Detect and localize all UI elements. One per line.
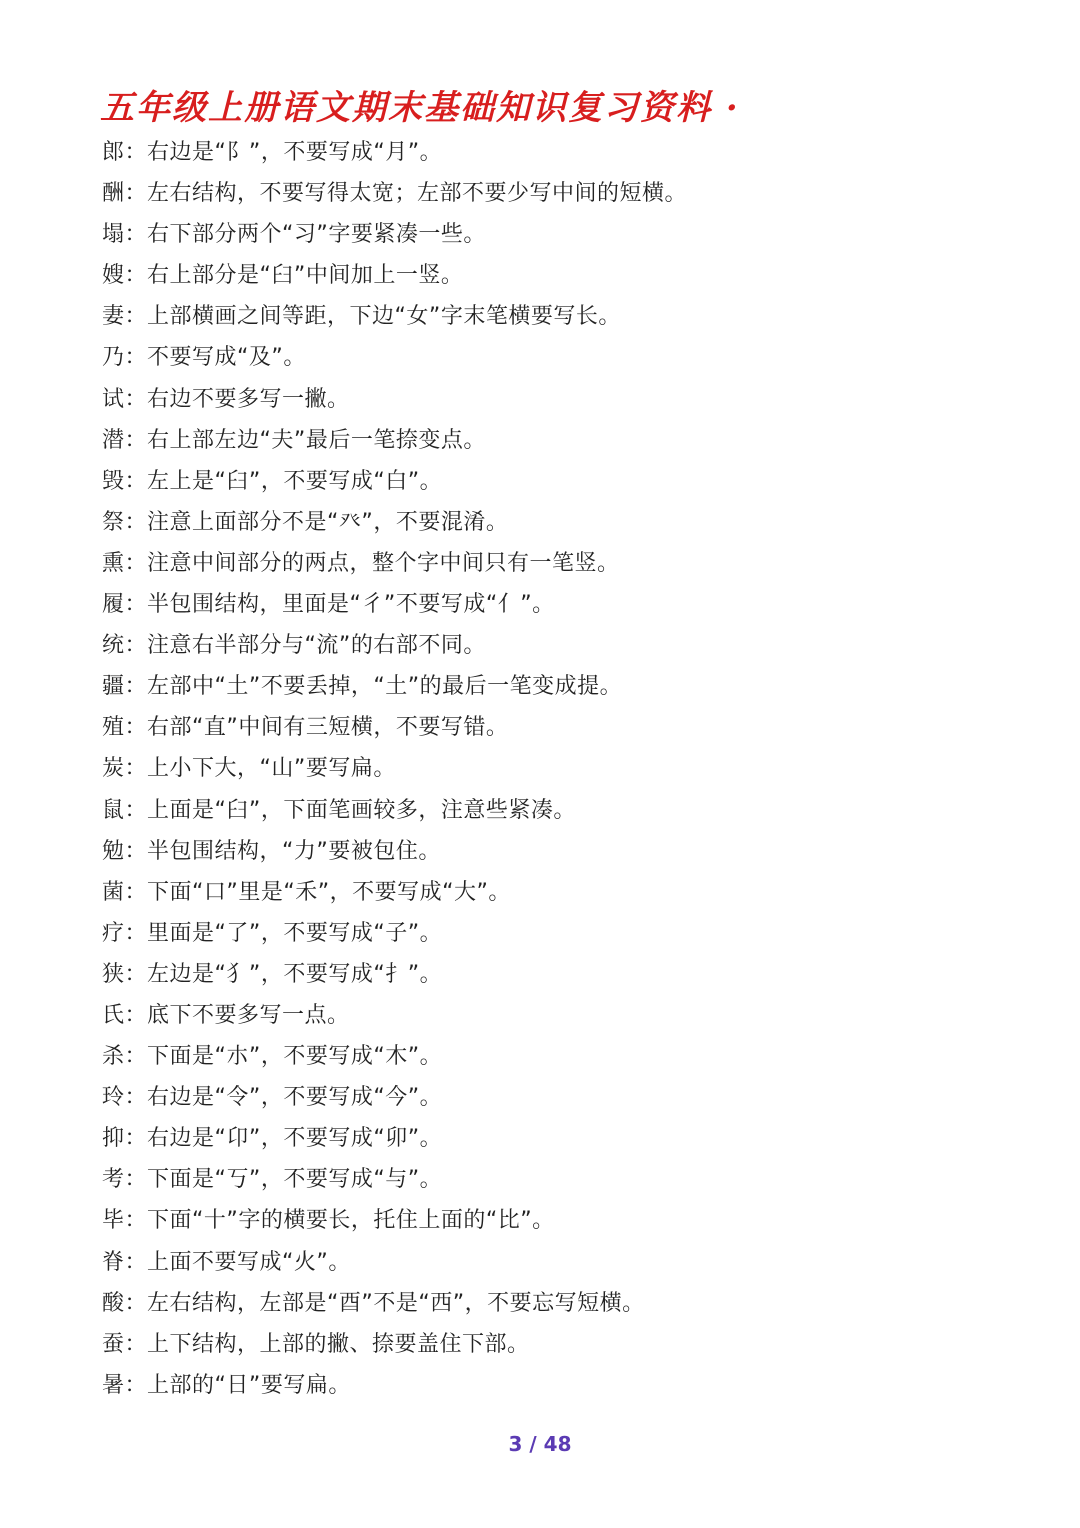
entry-separator: ： — [124, 1290, 148, 1316]
entry-character: 郎 — [102, 140, 125, 165]
page-title: 五年级上册语文期末基础知识复习资料 · — [100, 88, 740, 128]
entry-character: 塌 — [102, 222, 125, 248]
entry-character: 考 — [102, 1167, 125, 1193]
entry-character: 杀 — [102, 1044, 125, 1070]
entry-note: 右部“直”中间有三短横，不要写错。 — [147, 715, 509, 741]
list-item — [102, 1365, 1002, 1406]
list-item — [102, 1077, 1002, 1118]
entry-note: 底下不要多写一点。 — [147, 1002, 350, 1028]
list-item — [102, 337, 1002, 378]
entry-separator: ： — [124, 1167, 148, 1193]
entry-note: 右上部左边“夫”最后一笔捺变点。 — [147, 427, 486, 453]
entry-note: 下面是“朩”，不要写成“木”。 — [147, 1044, 443, 1070]
entry-separator: ： — [124, 345, 148, 371]
list-item — [102, 831, 1002, 872]
entry-character: 酬 — [102, 181, 125, 207]
entry-note: 上下结构，上部的撇、捺要盖住下部。 — [147, 1331, 530, 1357]
entry-character: 毁 — [102, 468, 125, 494]
entry-character: 狭 — [102, 961, 125, 987]
entry-character: 氏 — [102, 1002, 125, 1028]
entry-character: 炭 — [102, 756, 125, 782]
list-item — [102, 1036, 1002, 1077]
entry-character: 脊 — [102, 1249, 125, 1275]
entry-separator: ： — [124, 427, 148, 453]
entry-separator: ： — [124, 838, 148, 864]
entry-character: 履 — [102, 592, 125, 618]
list-item — [102, 1118, 1002, 1159]
entry-character: 潜 — [102, 427, 125, 453]
entry-character: 嫂 — [102, 263, 125, 289]
entry-separator: ： — [124, 879, 148, 905]
entry-character: 妻 — [102, 304, 125, 330]
list-item — [102, 872, 1002, 913]
list-item — [102, 1159, 1002, 1200]
entry-note: 上部横画之间等距，下边“女”字末笔横要写长。 — [147, 304, 621, 330]
entry-separator: ： — [124, 920, 148, 946]
list-item — [102, 543, 1002, 584]
entry-note: 上部的“日”要写扁。 — [147, 1372, 351, 1398]
entry-character: 祭 — [102, 509, 125, 535]
entry-character: 玲 — [102, 1085, 125, 1111]
entry-separator: ： — [124, 715, 148, 741]
entry-character: 鼠 — [102, 797, 125, 823]
entry-note: 注意中间部分的两点，整个字中间只有一笔竖。 — [147, 550, 620, 576]
entry-note: 左右结构，不要写得太宽；左部不要少写中间的短横。 — [147, 181, 688, 207]
list-item — [102, 707, 1002, 748]
entry-character: 疆 — [102, 674, 125, 700]
entry-character: 酸 — [102, 1290, 125, 1316]
entry-separator: ： — [124, 633, 148, 659]
entry-separator: ： — [124, 1372, 148, 1398]
list-item — [102, 461, 1002, 502]
entry-character: 疗 — [102, 920, 125, 946]
entry-separator: ： — [124, 961, 148, 987]
entry-note: 上小下大，“山”要写扁。 — [147, 756, 396, 782]
entry-separator: ： — [124, 509, 148, 535]
entry-separator: ： — [124, 386, 148, 412]
entry-separator: ： — [124, 304, 148, 330]
entry-note: 左上是“臼”，不要写成“白”。 — [147, 468, 443, 494]
entry-note: 注意右半部分与“流”的右部不同。 — [147, 633, 486, 659]
entry-character: 乃 — [102, 345, 125, 371]
entry-separator: ： — [124, 1002, 148, 1028]
list-item — [102, 666, 1002, 707]
list-item — [102, 420, 1002, 461]
entry-separator: ： — [124, 222, 148, 248]
list-item — [102, 790, 1002, 831]
entry-separator: ： — [124, 550, 148, 576]
entry-separator: ： — [124, 756, 148, 782]
entry-character: 抑 — [102, 1126, 125, 1152]
entry-separator: ： — [124, 592, 148, 618]
entry-note: 右边是“卬”，不要写成“卯”。 — [147, 1126, 443, 1152]
entry-note: 上面是“臼”，下面笔画较多，注意些紧凑。 — [147, 797, 576, 823]
entry-character: 殖 — [102, 715, 125, 741]
entry-character: 熏 — [102, 550, 125, 576]
entry-note: 下面是“丂”，不要写成“与”。 — [147, 1167, 443, 1193]
list-item — [102, 1200, 1002, 1241]
entry-note: 半包围结构，“力”要被包住。 — [147, 838, 441, 864]
entry-separator: ： — [124, 674, 148, 700]
entry-character: 菌 — [102, 879, 125, 905]
entry-separator: ： — [124, 181, 148, 207]
entry-character: 勉 — [102, 838, 125, 864]
entry-separator: ： — [124, 1126, 148, 1152]
entry-separator: ： — [124, 468, 148, 494]
entry-note: 右边是“阝”，不要写成“月”。 — [147, 140, 443, 165]
entry-note: 左边是“犭”，不要写成“扌”。 — [147, 961, 443, 987]
entry-note: 左右结构，左部是“酉”不是“西”，不要忘写短横。 — [147, 1290, 645, 1316]
entry-character: 试 — [102, 386, 125, 412]
entry-character: 蚕 — [102, 1331, 125, 1357]
entry-list — [102, 132, 1002, 1406]
entry-character: 统 — [102, 633, 125, 659]
entry-note: 右下部分两个“习”字要紧凑一些。 — [147, 222, 486, 248]
entry-note: 左部中“土”不要丢掉，“土”的最后一笔变成提。 — [147, 674, 623, 700]
list-item — [102, 379, 1002, 420]
entry-character: 暑 — [102, 1372, 125, 1398]
entry-note: 下面“口”里是“禾”，不要写成“大”。 — [147, 879, 511, 905]
list-item — [102, 173, 1002, 214]
list-item — [102, 748, 1002, 789]
entry-separator: ： — [124, 797, 148, 823]
entry-note: 右上部分是“臼”中间加上一竖。 — [147, 263, 464, 289]
entry-separator: ： — [124, 1249, 148, 1275]
entry-note: 下面“十”字的横要长，托住上面的“比”。 — [147, 1208, 555, 1234]
list-item — [102, 132, 1002, 173]
entry-separator: ： — [124, 1331, 148, 1357]
entry-separator: ： — [124, 140, 148, 165]
list-item — [102, 995, 1002, 1036]
entry-note: 半包围结构，里面是“彳”不要写成“亻”。 — [147, 592, 555, 618]
entry-note: 不要写成“及”。 — [147, 345, 306, 371]
list-item — [102, 625, 1002, 666]
list-item — [102, 255, 1002, 296]
entry-separator: ： — [124, 1208, 148, 1234]
list-item — [102, 954, 1002, 995]
list-item — [102, 913, 1002, 954]
list-item — [102, 1242, 1002, 1283]
page-number: 3 / 48 — [508, 1432, 572, 1456]
entry-separator: ： — [124, 1085, 148, 1111]
entry-note: 注意上面部分不是“癶”，不要混淆。 — [147, 509, 509, 535]
list-item — [102, 1324, 1002, 1365]
list-item — [102, 1283, 1002, 1324]
list-item — [102, 584, 1002, 625]
entry-note: 右边是“令”，不要写成“今”。 — [147, 1085, 443, 1111]
entry-separator: ： — [124, 263, 148, 289]
list-item — [102, 296, 1002, 337]
entry-separator: ： — [124, 1044, 148, 1070]
entry-character: 毕 — [102, 1208, 125, 1234]
list-item — [102, 502, 1002, 543]
entry-note: 里面是“了”，不要写成“子”。 — [147, 920, 443, 946]
entry-note: 上面不要写成“火”。 — [147, 1249, 351, 1275]
list-item — [102, 214, 1002, 255]
entry-note: 右边不要多写一撇。 — [147, 386, 350, 412]
